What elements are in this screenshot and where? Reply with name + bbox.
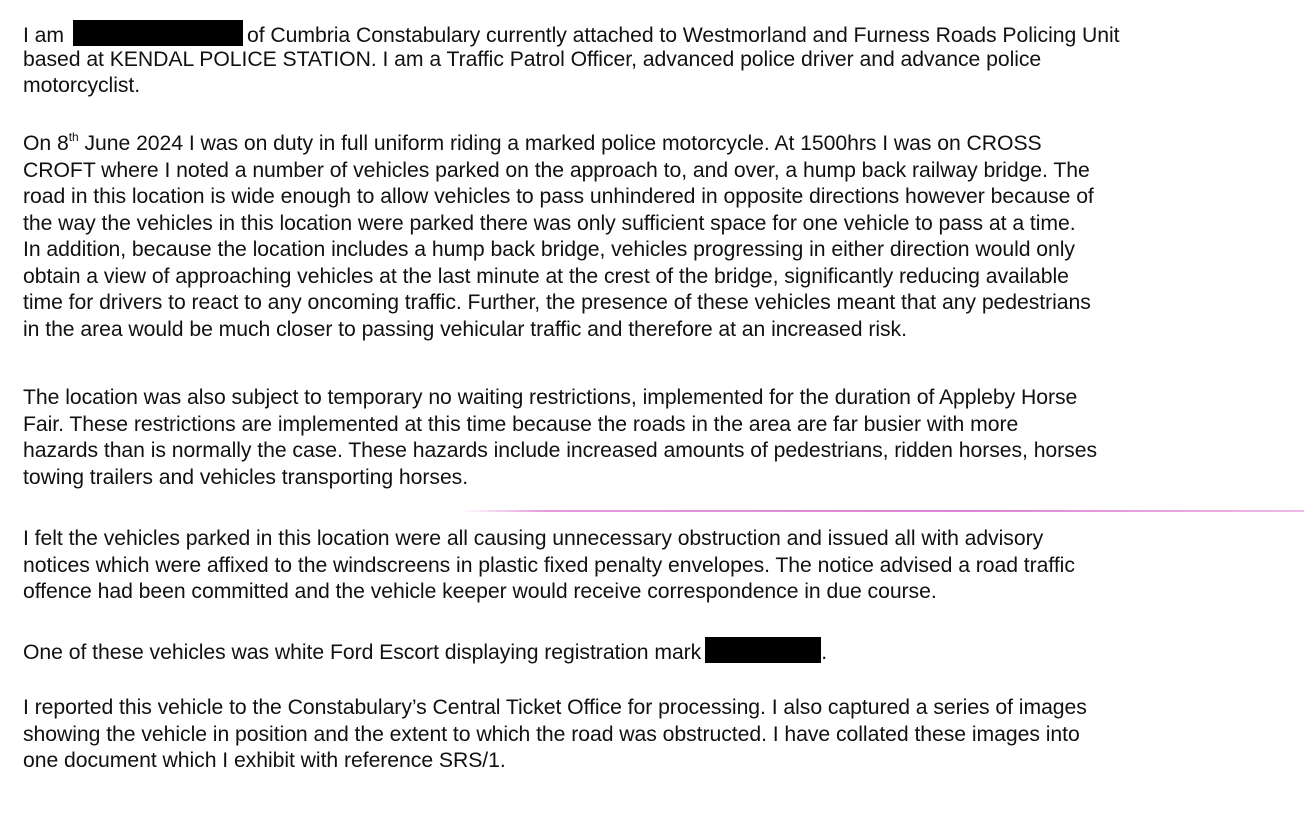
text-line: I reported this vehicle to the Constabulary’s Central Ticket Office for processing. I also captured a series of images (23, 696, 1087, 719)
text-line: the way the vehicles in this location were parked there was only sufficient space for one vehicle to pass at a time. (23, 211, 1076, 235)
paragraph-officer-intro (23, 20, 1285, 100)
text-line: The location was also subject to temporary no waiting restrictions, implemented for the duration of Appleby Horse (23, 386, 1078, 409)
text-line: On 8th June 2024 I was on duty in full uniform riding a marked police motorcycle. At 1500hrs I was on CROSS (23, 130, 1042, 155)
scan-artifact-line (460, 510, 1304, 512)
text-line: offence had been committed and the vehicle keeper would receive correspondence in due course. (23, 580, 937, 603)
text-line: towing trailers and vehicles transporting horses. (23, 465, 469, 489)
text-line: I felt the vehicles parked in this location were all causing unnecessary obstruction and issued all with advisory (23, 527, 1044, 550)
text-line: One of these vehicles was white Ford Escort displaying registration mark . (23, 637, 1285, 664)
paragraph-obstruction-notices (23, 526, 1285, 606)
paragraph-incident-description (23, 131, 1285, 343)
text-line: CROFT where I noted a number of vehicles parked on the approach to, and over, a hump back railway bridge. The (23, 158, 1090, 182)
text-line: Fair. These restrictions are implemented at this time because the roads in the area are far busier with more (23, 412, 1019, 436)
paragraph-restrictions (23, 385, 1285, 491)
text-line: time for drivers to react to any oncoming traffic. Further, the presence of these vehicles meant that any pedestrians (23, 291, 1091, 314)
text-line: hazards than is normally the case. These hazards include increased amounts of pedestrians, ridden horses, horses (23, 439, 1097, 462)
text-line: showing the vehicle in position and the extent to which the road was obstructed. I have collated these images into (23, 722, 1080, 746)
text-line: notices which were affixed to the windscreens in plastic fixed penalty envelopes. The notice advised a road traffic (23, 553, 1075, 577)
text-line: one document which I exhibit with reference SRS/1. (23, 749, 506, 772)
text-line: based at KENDAL POLICE STATION. I am a Traffic Patrol Officer, advanced police driver and advance police (23, 47, 1042, 71)
paragraph-reporting-and-exhibit (23, 695, 1285, 775)
paragraph-vehicle-identification (23, 637, 1285, 664)
redacted-registration-mark (705, 637, 821, 663)
text-line: obtain a view of approaching vehicles at the last minute at the crest of the bridge, significantly reducing available (23, 264, 1069, 288)
text-line: road in this location is wide enough to allow vehicles to pass unhindered in opposite directions however because of (23, 185, 1094, 208)
redacted-officer-name (73, 20, 243, 46)
text-line: motorcyclist. (23, 74, 141, 97)
text-line: in the area would be much closer to passing vehicular traffic and therefore at an increased risk. (23, 317, 907, 341)
text-line: I am of Cumbria Constabulary currently attached to Westmorland and Furness Roads Policing Unit (23, 20, 1285, 47)
text-line: In addition, because the location includes a hump back bridge, vehicles progressing in either direction would only (23, 238, 1075, 261)
